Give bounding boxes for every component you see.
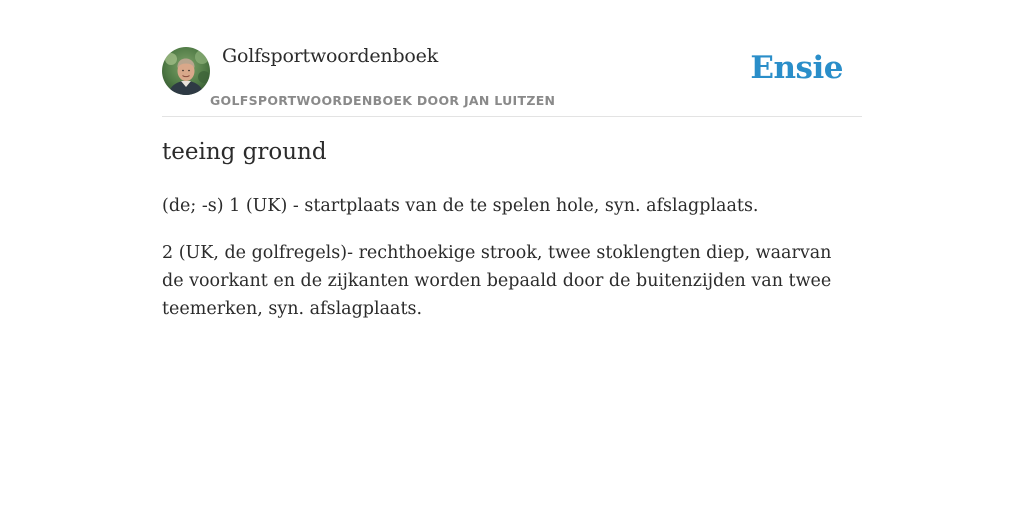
page-container <box>162 0 862 319</box>
avatar-image <box>162 47 210 95</box>
page-header <box>162 0 862 117</box>
site-subtitle: GOLFSPORTWOORDENBOEK DOOR JAN LUITZEN <box>210 93 556 108</box>
entry-title: teeing ground <box>162 139 327 165</box>
ensie-logo[interactable]: Ensie <box>750 50 843 86</box>
site-name-link[interactable]: Golfsportwoordenboek <box>222 45 439 67</box>
definition-2: 2 (UK, de golfregels)- rechthoekige strook, twee stoklengten diep, waarvan de voorkant en de zijkanten worden bepaald door de buitenzijden van twee teemerken, syn. afslagplaats. <box>162 243 832 319</box>
definition-1: (de; -s) 1 (UK) - startplaats van de te spelen hole, syn. afslagplaats. <box>162 196 759 216</box>
author-avatar[interactable] <box>162 47 210 95</box>
